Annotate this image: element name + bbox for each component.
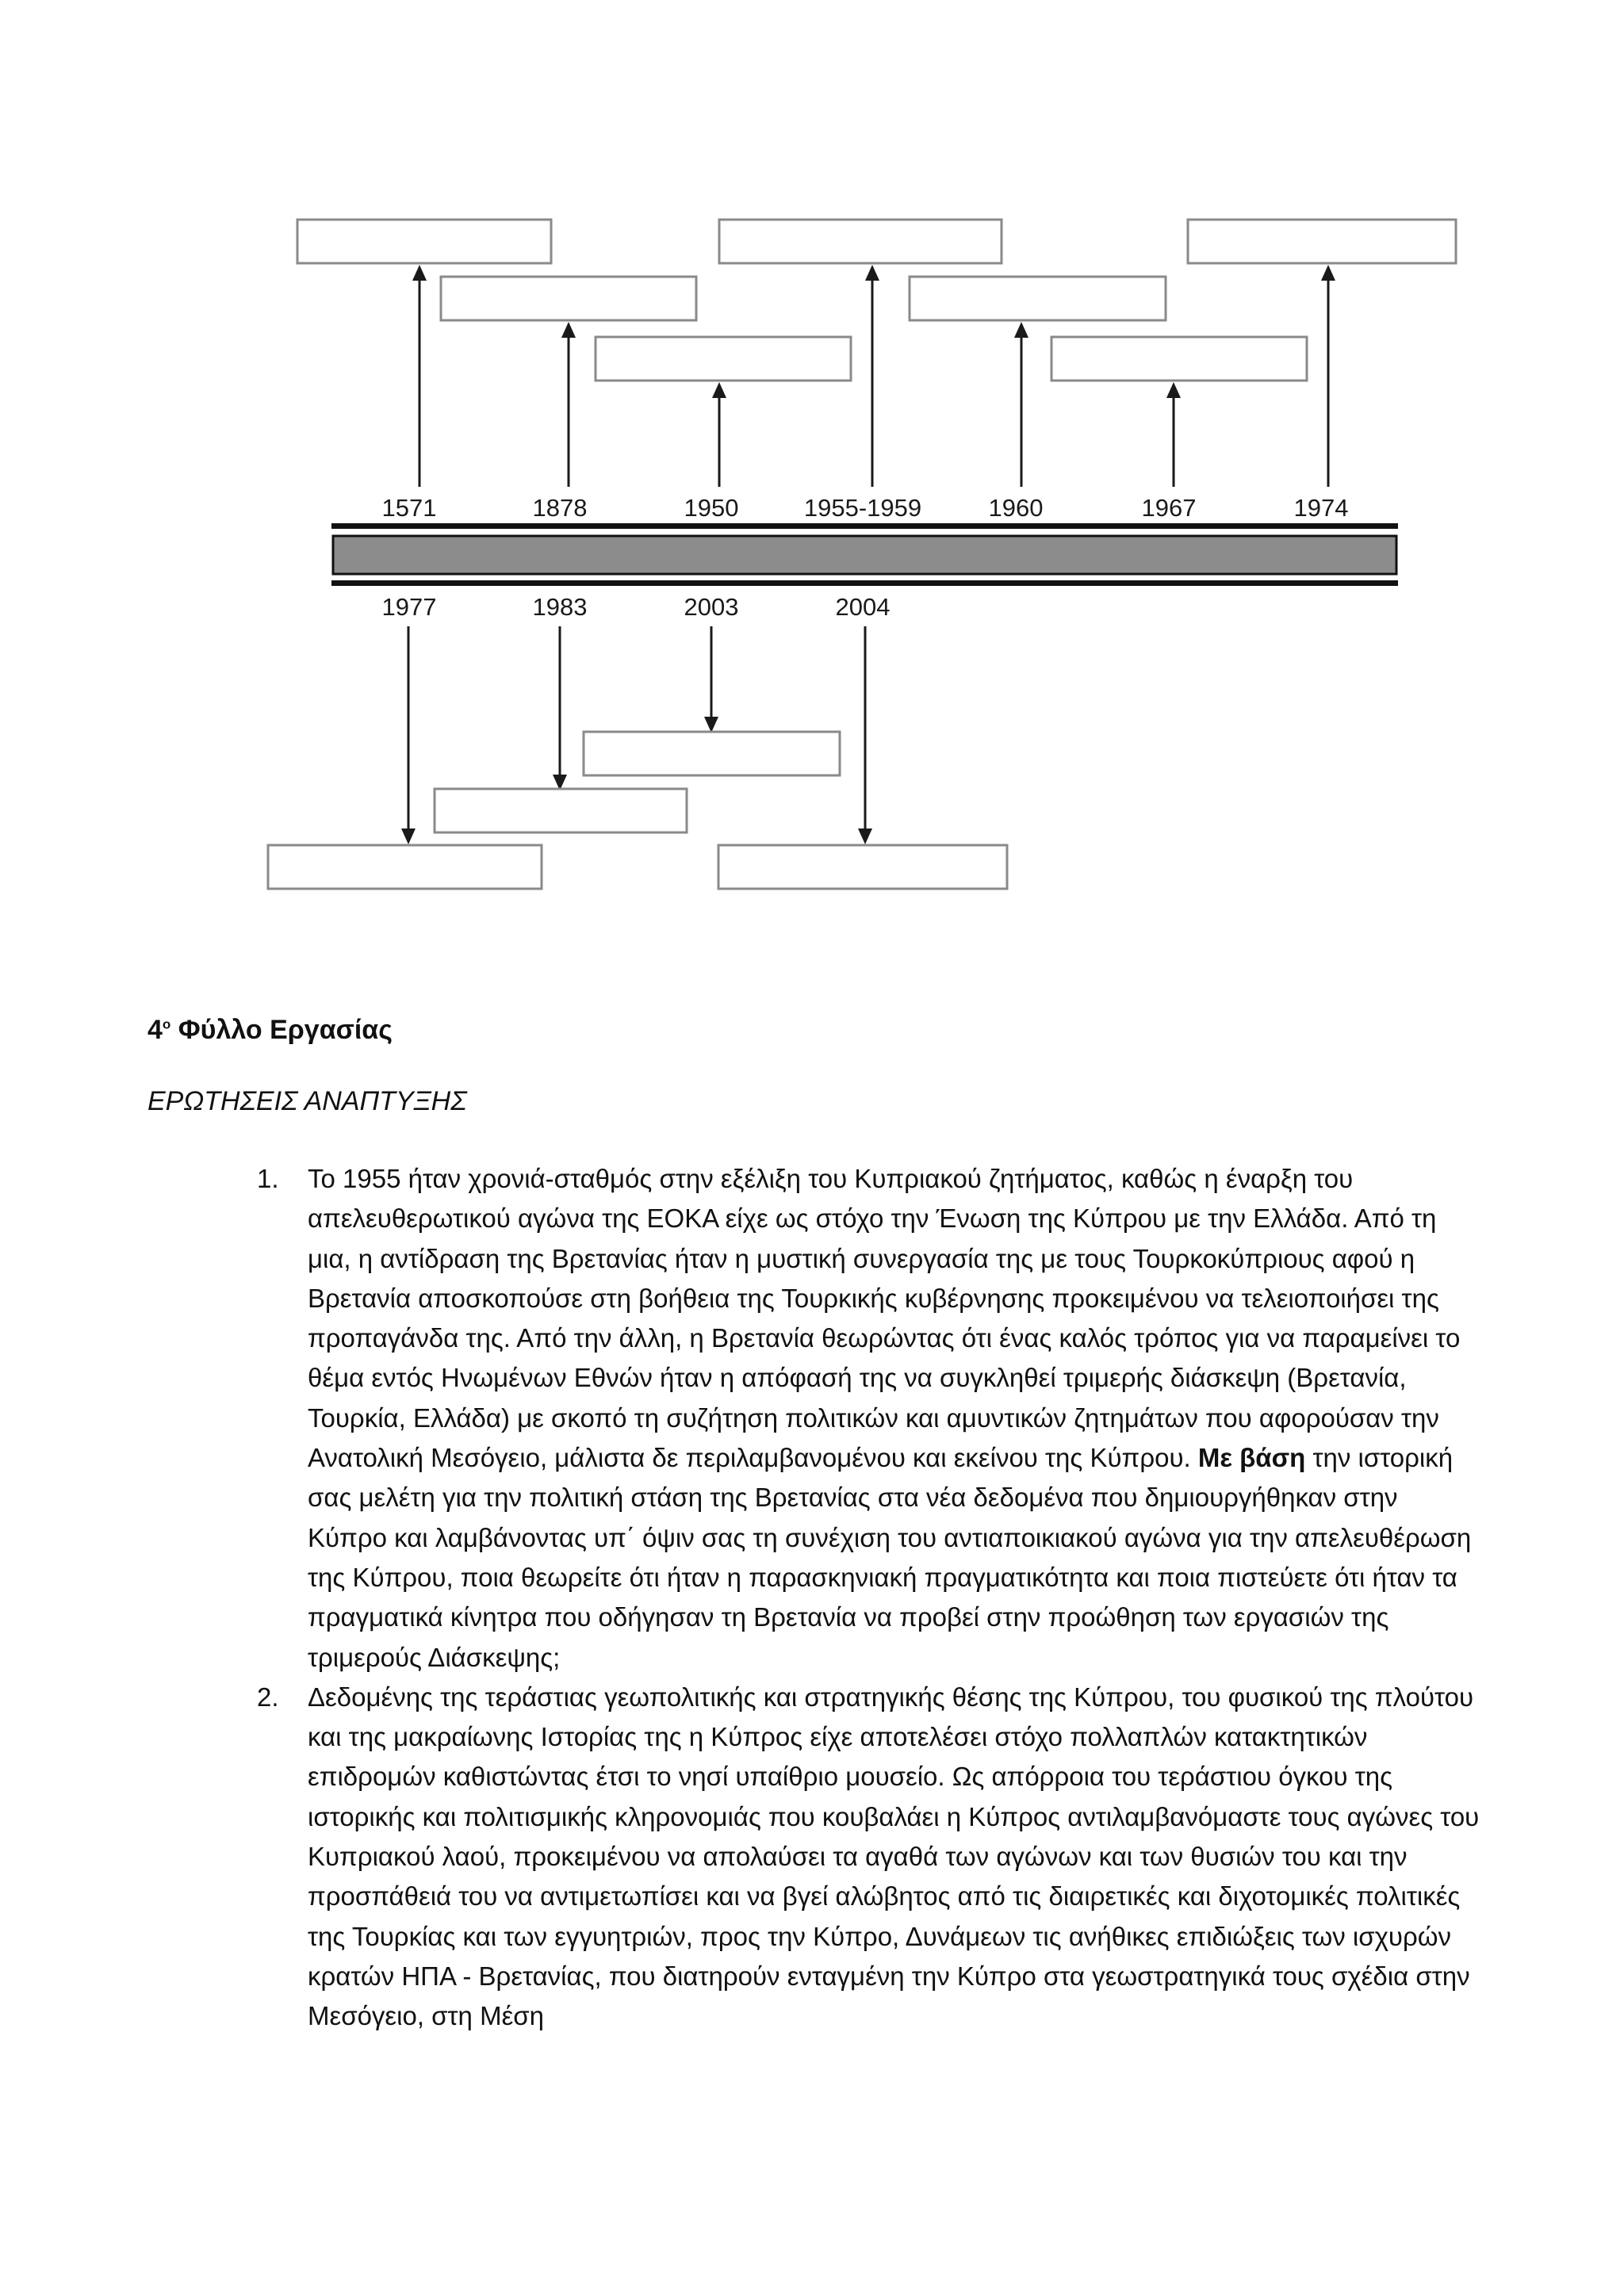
year-label-top: 1960 — [988, 494, 1044, 522]
year-label-top: 1571 — [381, 494, 437, 522]
answer-box-1960[interactable] — [910, 277, 1166, 320]
worksheet-title-text: Φύλλο Εργασίας — [170, 1015, 393, 1045]
timeline-bar-bottom-line — [331, 580, 1398, 586]
question-number: 2. — [257, 1682, 279, 1712]
answer-box-1977[interactable] — [268, 845, 542, 889]
year-label-top: 1967 — [1141, 494, 1197, 522]
arrow-1950 — [712, 382, 726, 487]
arrow-1983 — [553, 626, 567, 790]
answer-box-1967[interactable] — [1051, 337, 1307, 381]
year-label-bottom: 1977 — [381, 593, 437, 621]
question-emphasis: Με βάση — [1197, 1443, 1306, 1473]
worksheet-number: 4 — [147, 1015, 163, 1045]
arrow-1571 — [412, 265, 427, 487]
question-number: 1. — [257, 1164, 279, 1193]
timeline-bar-top-line — [331, 523, 1398, 529]
arrow-2003 — [704, 626, 718, 733]
answer-box-1571[interactable] — [297, 220, 551, 263]
timeline-diagram — [0, 0, 1624, 936]
year-label-bottom: 2004 — [835, 593, 891, 621]
answer-box-1955-1959[interactable] — [719, 220, 1002, 263]
arrow-1960 — [1014, 322, 1028, 487]
arrow-1974 — [1321, 265, 1335, 487]
arrow-1878 — [561, 322, 576, 487]
answer-box-1974[interactable] — [1188, 220, 1456, 263]
question-text-part: την ιστορική σας μελέτη για την πολιτική στάση της Βρετανίας στα νέα δεδομένα που δημιουργήθηκαν στην Κύπρο και λαμβάνοντας υπ΄ όψιν σας τη συνέχιση του αντιαποικιακού αγώνα για την απελευθέρωση της Κύπρου, ποια θεωρείτε ότι ήταν η παρασκηνιακή πραγματικότητα και ποια πιστεύετε ότι ήταν τα πραγματικά κίνητρα που οδήγησαν τη Βρετανία να προβεί στην προώθηση των εργασιών της τριμερούς Διάσκεψης; — [308, 1443, 1472, 1672]
answer-box-2004[interactable] — [718, 845, 1007, 889]
year-label-top: 1974 — [1293, 494, 1349, 522]
timeline-bar — [333, 536, 1396, 574]
year-label-top: 1878 — [532, 494, 588, 522]
answer-box-1878[interactable] — [441, 277, 696, 320]
worksheet-title — [147, 1015, 393, 1046]
answer-box-1950[interactable] — [596, 337, 851, 381]
year-label-bottom: 1983 — [532, 593, 588, 621]
section-title: ΕΡΩΤΗΣΕΙΣ ΑΝΑΠΤΥΞΗΣ — [147, 1086, 467, 1116]
arrow-1955-1959 — [865, 265, 879, 487]
arrow-2004 — [858, 626, 872, 844]
question-text: Δεδομένης της τεράστιας γεωπολιτικής και στρατηγικής θέσης της Κύπρου, του φυσικού της πλούτου και της μακραίωνης Ιστορίας της η Κύπρος είχε αποτελέσει στόχο πολλαπλών κατακτητικών επιδρομών καθιστώντας έτσι το νησί υπαίθριο μουσείο. Ως απόρροια του τεράστιου όγκου της ιστορικής και πολιτισμικής κληρονομιάς που κουβαλάει η Κύπρος αντιλαμβανόμαστε τους αγώνες του Κυπριακού λαού, προκειμένου να απολαύσει τα αγαθά των αγώνων και των θυσιών του και την προσπάθειά του να αντιμετωπίσει και να βγεί αλώβητος από τις διαιρετικές και διχοτομικές πολιτικές της Τουρκίας και των εγγυητριών, προς την Κύπρο, Δυνάμεων τις ανήθικες επιδιώξεις των ισχυρών κρατών ΗΠΑ - Βρετανίας, που διατηρούν ενταγμένη την Κύπρο στα γεωστρατηγικά τους σχέδια στην Μεσόγειο, στη Μέση — [308, 1682, 1480, 2031]
question-item — [257, 1678, 1481, 2037]
year-label-top: 1955-1959 — [803, 494, 922, 522]
question-item — [257, 1159, 1481, 1678]
year-label-bottom: 2003 — [684, 593, 739, 621]
answer-box-2003[interactable] — [584, 732, 840, 775]
questions-list — [257, 1159, 1481, 2037]
year-label-top: 1950 — [684, 494, 739, 522]
arrow-1977 — [401, 626, 416, 844]
question-text-part: Το 1955 ήταν χρονιά-σταθμός στην εξέλιξη του Κυπριακού ζητήματος, καθώς η έναρξη του απελευθερωτικού αγώνα της ΕΟΚΑ είχε ως στόχο την Ένωση της Κύπρου με την Ελλάδα. Από τη μια, η αντίδραση της Βρετανίας ήταν η μυστική συνεργασία της με τους Τουρκοκύπριους αφού η Βρετανία αποσκοπούσε στη βοήθεια της Τουρκικής κυβέρνησης προκειμένου να τελειοποιήσει της προπαγάνδα της. Από την άλλη, η Βρετανία θεωρώντας ότι ένας καλός τρόπος για να παραμείνει το θέμα εντός Ηνωμένων Εθνών ήταν η απόφασή της να συγκληθεί τριμερής διάσκεψη (Βρετανία, Τουρκία, Ελλάδα) με σκοπό τη συζήτηση πολιτικών και αμυντικών ζητημάτων που αφορούσαν την Ανατολική Μεσόγειο, μάλιστα δε περιλαμβανομένου και εκείνου της Κύπρου. — [308, 1164, 1461, 1473]
arrow-1967 — [1166, 382, 1181, 487]
answer-box-1983[interactable] — [435, 789, 687, 832]
question-text — [308, 1159, 1481, 1678]
worksheet-number-suffix: ο — [162, 1016, 171, 1032]
